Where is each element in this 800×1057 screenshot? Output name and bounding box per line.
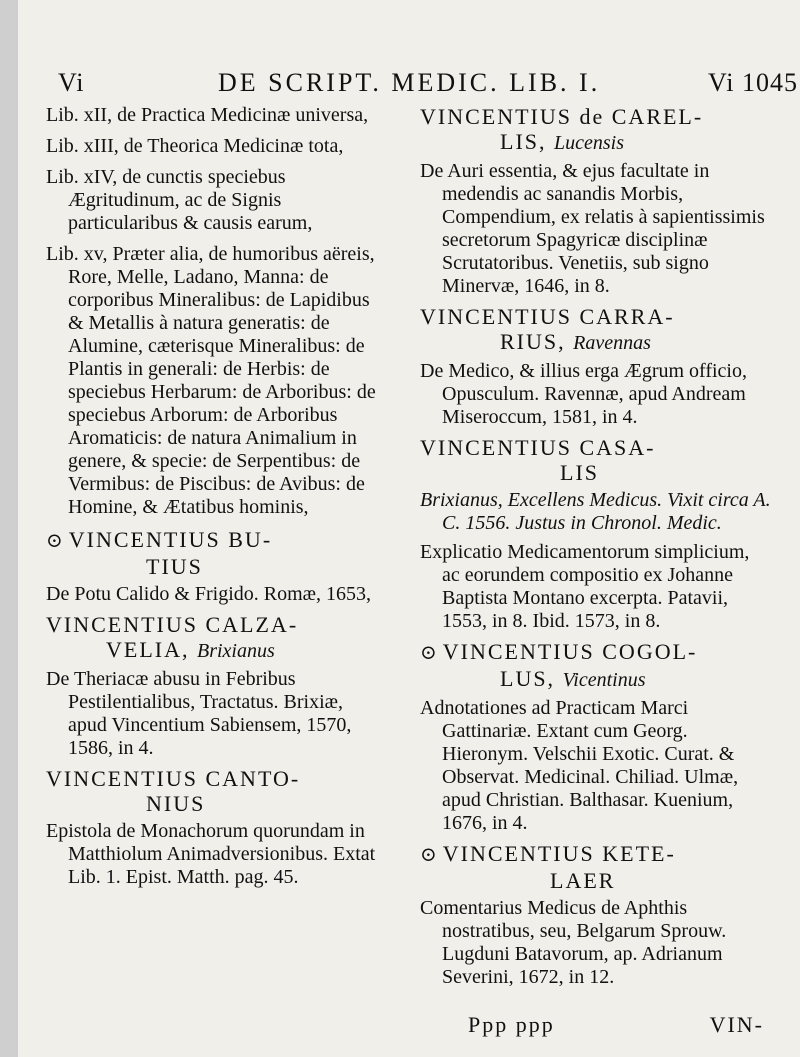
work-description: De Potu Calido & Frigido. Romæ, 1653, xyxy=(46,583,372,605)
signature-mark: Ppp ppp xyxy=(468,1012,555,1037)
author-name-part: LIS, xyxy=(500,129,547,154)
work-description: De Medico, & illius erga Ægrum officio, Opusculum. Ravennæ, apud Andream Miseroccum, 1581, in 4. xyxy=(420,360,747,428)
author-origin: Ravennas xyxy=(573,332,651,354)
book-list-item: Lib. xIII, de Theorica Medicinæ tota, xyxy=(46,135,344,157)
author-name-part: VINCENTIUS de CAREL- xyxy=(420,104,704,129)
work-description: Adnotationes ad Practicam Marci Gattinariæ. Extant cum Georg. Hieronym. Velschii Exotic. Curat. & Observat. Medicinal. Chiliad. Ulmæ, apud Christian. Balthasar. Kuenium, 1676, in 4. xyxy=(420,697,739,834)
author-name-part: VINCENTIUS CANTO- xyxy=(46,766,301,791)
author-note: Brixianus, Excellens Medicus. Vixit circa A. C. 1556. Justus in Chronol. Medic. xyxy=(420,489,771,534)
page-number: 1045 xyxy=(742,68,798,97)
author-heading-cogollus xyxy=(420,639,772,693)
author-origin: Brixianus xyxy=(196,640,275,662)
catchword: VIN- xyxy=(709,1012,764,1037)
author-heading-cantonius xyxy=(46,766,386,816)
header-title: DE SCRIPT. MEDIC. LIB. I. xyxy=(218,68,601,97)
right-column xyxy=(420,104,772,995)
author-heading-carellis xyxy=(420,104,772,156)
work-description: Explicatio Medicamentorum simplicium, ac eorundem compositio ex Johanne Baptista Montano excerpta. Patavii, 1553, in 8. Ibid. 1573, in 8. xyxy=(420,541,750,632)
work-description: Comentarius Medicus de Aphthis nostratibus, seu, Belgarum Sprouw. Lugduni Batavorum, ap. Adrianum Severini, 1672, in 12. xyxy=(420,897,727,988)
author-heading-casalis xyxy=(420,435,772,485)
author-name-part: VINCENTIUS CASA- xyxy=(420,435,656,460)
book-list-item: Lib. xII, de Practica Medicinæ universa, xyxy=(46,104,369,126)
author-name-part: VINCENTIUS CARRA- xyxy=(420,304,675,329)
author-heading-calzavelia xyxy=(46,612,386,664)
header-left-letter: Vi xyxy=(58,68,85,97)
author-origin: Vicentinus xyxy=(562,669,646,691)
author-name-part: RIUS, xyxy=(500,329,566,354)
work-description: De Theriacæ abusu in Febribus Pestilentialibus, Tractatus. Brixiæ, apud Vincentium Sabiensem, 1570, 1586, in 4. xyxy=(46,668,352,759)
author-name-part: LAER xyxy=(550,868,616,893)
author-name-part: VELIA, xyxy=(106,637,190,662)
author-name-part: LIS xyxy=(560,460,599,485)
author-name-part: LUS, xyxy=(500,666,556,691)
author-heading-butius xyxy=(46,527,386,579)
author-heading-keteler xyxy=(420,841,772,893)
circle-dot-icon: ⊙ xyxy=(420,642,439,664)
header-right xyxy=(708,68,798,98)
author-name-part: TIUS xyxy=(146,554,203,579)
work-description: Epistola de Monachorum quorundam in Matthiolum Animadversionibus. Extat Lib. 1. Epist. Matth. pag. 45. xyxy=(46,820,376,888)
left-column xyxy=(46,104,386,895)
circle-dot-icon: ⊙ xyxy=(420,844,439,866)
author-heading-carrarius xyxy=(420,304,772,356)
book-list-item: Lib. xIV, de cunctis speciebus Ægritudinum, ac de Signis particularibus & causis earum, xyxy=(46,166,313,234)
header-right-letter: Vi xyxy=(708,68,735,97)
work-description: De Auri essentia, & ejus facultate in medendis ac sanandis Morbis, Compendium, ex relatis à sapientissimis secretorum Spagyricæ disciplinæ Scrutatoribus. Venetiis, sub signo Minervæ, 1646, in 8. xyxy=(420,160,765,297)
author-name-part: VINCENTIUS BU- xyxy=(68,527,273,552)
book-list-item: Lib. xv, Præter alia, de humoribus aëreis, Rore, Melle, Ladano, Manna: de corporibus Mineralibus: de Lapidibus & Metallis à natura generatis: de Alumine, cæterisque Mineralibus: de Plantis in generali: de Herbis: de speciebus Herbarum: de Arboribus: de speciebus Arborum: de Arboribus Aromaticis: de natura Animalium in genere, & specie: de Serpentibus: de Vermibus: de Piscibus: de Avibus: de Homine, & Ætatibus hominis, xyxy=(46,243,376,518)
book-page xyxy=(18,0,800,1057)
author-name-part: NIUS xyxy=(146,791,206,816)
author-name-part: VINCENTIUS CALZA- xyxy=(46,612,299,637)
author-name-part: VINCENTIUS COGOL- xyxy=(442,639,698,664)
author-origin: Lucensis xyxy=(554,132,624,154)
author-name-part: VINCENTIUS KETE- xyxy=(442,841,676,866)
circle-dot-icon: ⊙ xyxy=(46,530,65,552)
running-header xyxy=(58,62,798,106)
